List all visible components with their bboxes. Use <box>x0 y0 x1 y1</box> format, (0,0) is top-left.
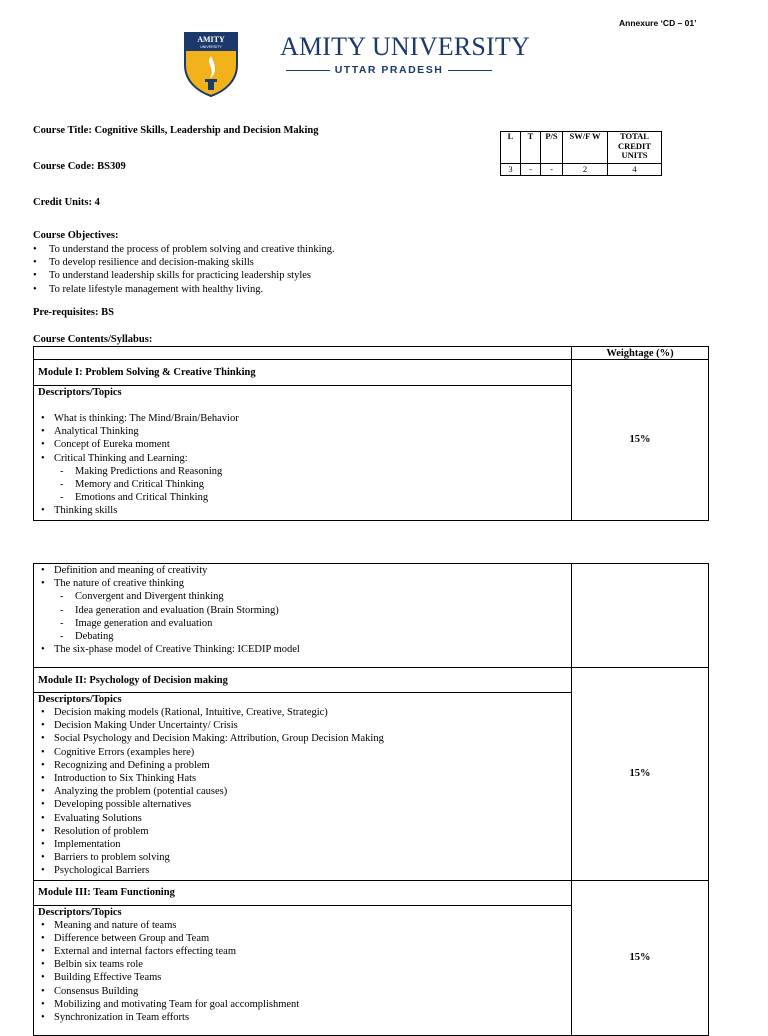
list-item: • Analyzing the problem (potential causes) <box>38 785 567 798</box>
list-item: • Evaluating Solutions <box>38 812 567 825</box>
list-item: • Building Effective Teams <box>38 971 567 984</box>
syllabus-table-part2 <box>33 563 709 1036</box>
descriptors-heading: Descriptors/Topics <box>38 387 122 398</box>
credit-header-t: T <box>521 132 541 164</box>
credit-value-t: - <box>521 164 541 176</box>
list-item: • Introduction to Six Thinking Hats <box>38 772 567 785</box>
module-3-title: Module III: Team Functioning <box>34 880 572 905</box>
weightage-header: Weightage (%) <box>572 347 709 360</box>
credit-value-total: 4 <box>608 164 662 176</box>
credit-units: Credit Units: 4 <box>33 197 100 208</box>
objectives-heading: Course Objectives: <box>33 230 119 241</box>
module-3-weight: 15% <box>572 880 709 1035</box>
sub-list-item: - Convergent and Divergent thinking <box>38 590 567 603</box>
list-item: • Difference between Group and Team <box>38 932 567 945</box>
objectives-list <box>33 243 335 296</box>
module-2-title: Module II: Psychology of Decision making <box>34 668 572 693</box>
module-3-descriptors <box>34 905 572 1035</box>
annexure-label: Annexure ‘CD – 01’ <box>619 18 697 28</box>
module-2-descriptors <box>34 693 572 881</box>
list-item: • Thinking skills <box>38 504 567 517</box>
list-item: • Developing possible alternatives <box>38 798 567 811</box>
sub-list-item: - Making Predictions and Reasoning <box>38 465 567 478</box>
list-item: • Decision Making Under Uncertainty/ Crisis <box>38 719 567 732</box>
list-item: • Analytical Thinking <box>38 425 567 438</box>
course-code: Course Code: BS309 <box>33 161 126 172</box>
sub-list-item: - Emotions and Critical Thinking <box>38 491 567 504</box>
module-1-title: Module I: Problem Solving & Creative Thinking <box>34 360 572 386</box>
list-item: • Meaning and nature of teams <box>38 919 567 932</box>
list-item: • Cognitive Errors (examples here) <box>38 746 567 759</box>
list-item: • Recognizing and Defining a problem <box>38 759 567 772</box>
module-1-weight-continued <box>572 564 709 668</box>
credit-header-l: L <box>501 132 521 164</box>
list-item: • Resolution of problem <box>38 825 567 838</box>
descriptors-heading: Descriptors/Topics <box>38 906 122 918</box>
module-1-descriptors-continued <box>34 564 572 668</box>
objective-item: • To understand leadership skills for practicing leadership styles <box>33 269 335 282</box>
list-item: • Concept of Eureka moment <box>38 438 567 451</box>
campus-rule-left <box>286 70 330 71</box>
objective-item: • To understand the process of problem solving and creative thinking. <box>33 243 335 256</box>
syllabus-header-blank <box>34 347 572 360</box>
module-1-descriptors <box>34 386 572 521</box>
list-item: • Barriers to problem solving <box>38 851 567 864</box>
list-item: • Synchronization in Team efforts <box>38 1011 567 1024</box>
list-item: • Mobilizing and motivating Team for goal accomplishment <box>38 998 567 1011</box>
sub-list-item: - Memory and Critical Thinking <box>38 478 567 491</box>
list-item: • What is thinking: The Mind/Brain/Behavior <box>38 412 567 425</box>
list-item: • Implementation <box>38 838 567 851</box>
list-item: • Decision making models (Rational, Intuitive, Creative, Strategic) <box>38 706 567 719</box>
university-campus <box>286 64 492 76</box>
sub-list-item: - Image generation and evaluation <box>38 617 567 630</box>
module-2-weight: 15% <box>572 668 709 881</box>
sub-list-item: - Idea generation and evaluation (Brain Storming) <box>38 604 567 617</box>
credit-header-swfw: SW/F W <box>563 132 608 164</box>
list-item: • Psychological Barriers <box>38 864 567 877</box>
module-1-weight: 15% <box>572 360 709 521</box>
descriptors-heading: Descriptors/Topics <box>38 694 122 705</box>
list-item: • Critical Thinking and Learning: <box>38 452 567 465</box>
objective-item: • To relate lifestyle management with healthy living. <box>33 283 335 296</box>
contents-heading: Course Contents/Syllabus: <box>33 334 153 345</box>
list-item: • The six-phase model of Creative Thinking: ICEDIP model <box>38 643 567 656</box>
credit-header-total: TOTAL CREDIT UNITS <box>608 132 662 164</box>
list-item: • The nature of creative thinking <box>38 577 567 590</box>
svg-text:UNIVERSITY: UNIVERSITY <box>200 45 222 49</box>
svg-text:AMITY: AMITY <box>197 35 225 44</box>
course-title: Course Title: Cognitive Skills, Leadership and Decision Making <box>33 125 319 136</box>
list-item: • Definition and meaning of creativity <box>38 564 567 577</box>
amity-shield-logo <box>183 31 239 97</box>
list-item: • Social Psychology and Decision Making: Attribution, Group Decision Making <box>38 732 567 745</box>
credit-table <box>500 131 662 176</box>
objective-item: • To develop resilience and decision-making skills <box>33 256 335 269</box>
campus-rule-right <box>448 70 492 71</box>
list-item: • Belbin six teams role <box>38 958 567 971</box>
credit-value-l: 3 <box>501 164 521 176</box>
sub-list-item: - Debating <box>38 630 567 643</box>
university-name: AMITY UNIVERSITY <box>280 32 530 61</box>
syllabus-table-part1 <box>33 346 709 521</box>
credit-header-ps: P/S <box>541 132 563 164</box>
campus-label: UTTAR PRADESH <box>334 64 444 76</box>
list-item: • External and internal factors effecting team <box>38 945 567 958</box>
prerequisites: Pre-requisites: BS <box>33 307 114 318</box>
credit-value-swfw: 2 <box>563 164 608 176</box>
credit-value-ps: - <box>541 164 563 176</box>
list-item: • Consensus Building <box>38 985 567 998</box>
